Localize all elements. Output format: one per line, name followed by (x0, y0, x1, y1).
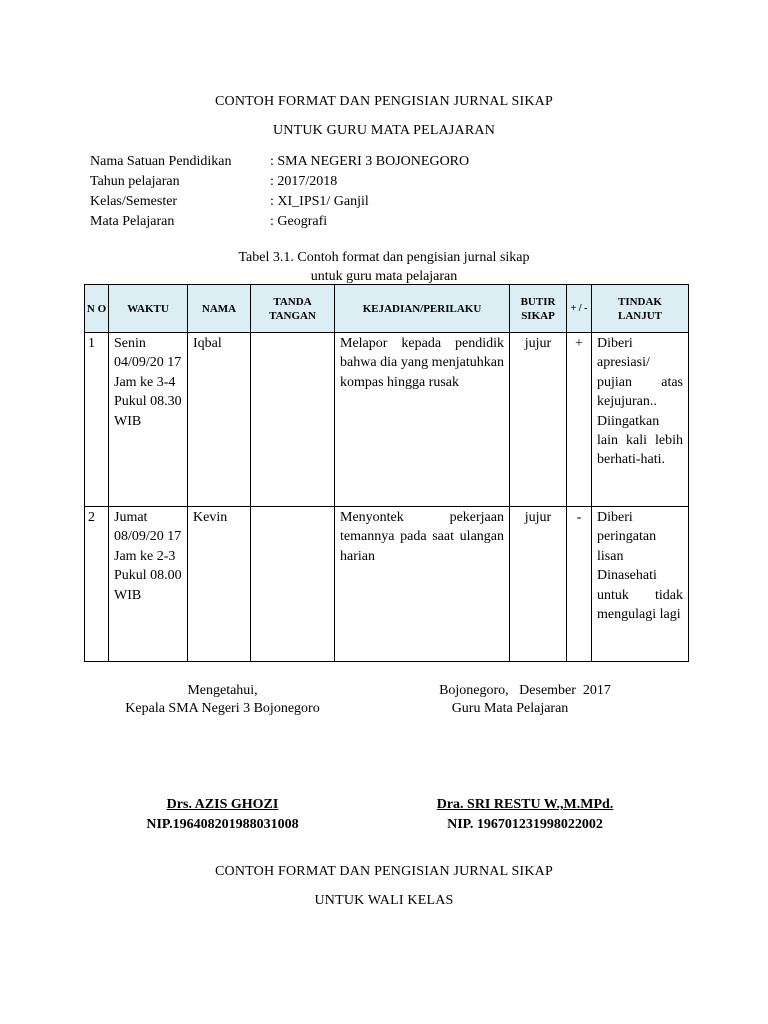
signature-right-line1: Bojonegoro, Desember 2017 (439, 683, 611, 698)
cell-nama: Kevin (188, 507, 251, 662)
info-label: Nama Satuan Pendidikan (90, 154, 232, 169)
table-caption-line1: Tabel 3.1. Contoh format dan pengisian jurnal sikap (238, 250, 530, 265)
attitude-journal-table (84, 284, 689, 662)
cell-plus-minus: - (567, 507, 592, 662)
info-row-school (90, 152, 469, 172)
signature-left (100, 683, 345, 717)
info-value: : XI_IPS1/ Ganjil (270, 194, 369, 209)
cell-butir-sikap: jujur (510, 333, 567, 507)
signature-right-name: Dra. SRI RESTU W.,M.MPd. (436, 797, 614, 812)
signature-left-line2: Kepala SMA Negeri 3 Bojonegoro (125, 701, 320, 716)
signature-right-line2: Guru Mata Pelajaran (451, 701, 569, 716)
header-nama: NAMA (188, 285, 251, 333)
cell-no: 2 (85, 507, 109, 662)
next-section-title: CONTOH FORMAT DAN PENGISIAN JURNAL SIKAP (215, 864, 553, 879)
header-tindak-lanjut: TINDAK LANJUT (592, 285, 689, 333)
cell-tanda-tangan (251, 333, 335, 507)
info-row-year (90, 172, 469, 192)
header-no: N O (85, 285, 109, 333)
header-tanda-tangan: TANDA TANGAN (251, 285, 335, 333)
cell-kejadian: Menyontek pekerjaan temannya pada saat ulangan harian (335, 507, 510, 662)
table-row (85, 333, 689, 507)
cell-waktu: Jumat 08/09/20 17 Jam ke 2-3 Pukul 08.00 WIB (109, 507, 188, 662)
header-waktu: WAKTU (109, 285, 188, 333)
header-butir-sikap: BUTIR SIKAP (510, 285, 567, 333)
table-caption (0, 248, 768, 286)
document-title: CONTOH FORMAT DAN PENGISIAN JURNAL SIKAP (215, 94, 553, 109)
table-header-row (85, 285, 689, 333)
info-label: Kelas/Semester (90, 194, 178, 209)
header-plus-minus: + / - (567, 285, 592, 333)
table-caption-line2: untuk guru mata pelajaran (310, 269, 458, 284)
info-value: : SMA NEGERI 3 BOJONEGORO (270, 154, 470, 169)
signature-left-line1: Mengetahui, (187, 683, 258, 698)
info-row-class (90, 192, 469, 212)
signature-right (395, 683, 655, 717)
next-section-subtitle: UNTUK WALI KELAS (314, 893, 454, 908)
identity-info (90, 152, 469, 232)
cell-plus-minus: + (567, 333, 592, 507)
cell-nama: Iqbal (188, 333, 251, 507)
info-value: : 2017/2018 (270, 174, 338, 189)
document-subtitle: UNTUK GURU MATA PELAJARAN (272, 123, 496, 138)
signature-left-name: Drs. AZIS GHOZI (166, 797, 279, 812)
cell-tindak-lanjut: Diberi peringatan lisan Dinasehati untuk tidak mengulagi lagi (592, 507, 689, 662)
header-kejadian: KEJADIAN/PERILAKU (335, 285, 510, 333)
info-label: Tahun pelajaran (90, 174, 180, 189)
signature-right-nip: NIP. 196701231998022002 (447, 817, 603, 832)
info-label: Mata Pelajaran (90, 214, 175, 229)
cell-tanda-tangan (251, 507, 335, 662)
info-value: : Geografi (270, 214, 328, 229)
cell-waktu: Senin 04/09/20 17 Jam ke 3-4 Pukul 08.30 WIB (109, 333, 188, 507)
cell-tindak-lanjut: Diberi apresiasi/ pujian atas kejujuran.. Diingatkan lain kali lebih berhati-hati. (592, 333, 689, 507)
table-row (85, 507, 689, 662)
signature-left-nip: NIP.196408201988031008 (146, 817, 299, 832)
cell-no: 1 (85, 333, 109, 507)
cell-butir-sikap: jujur (510, 507, 567, 662)
cell-kejadian: Melapor kepada pendidik bahwa dia yang menjatuhkan kompas hingga rusak (335, 333, 510, 507)
info-row-subject (90, 212, 469, 232)
